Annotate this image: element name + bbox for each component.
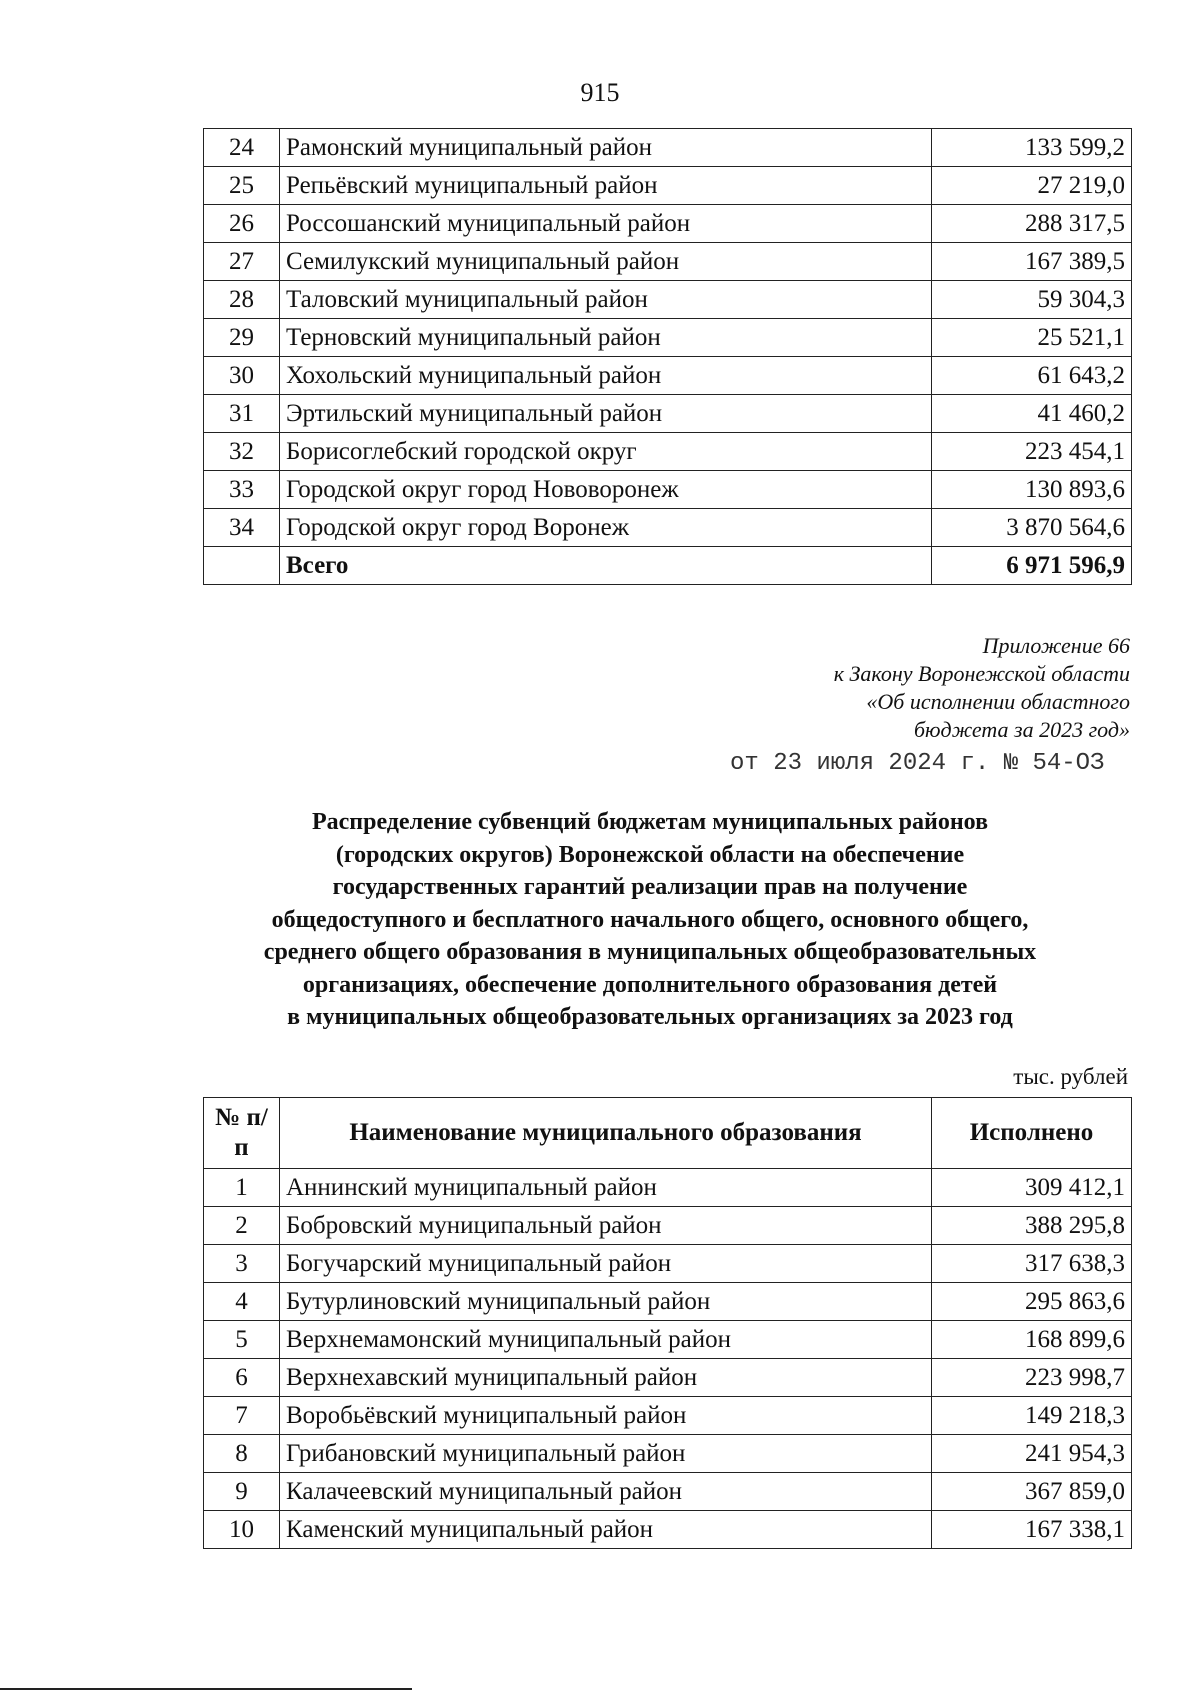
municipality-name: Калачеевский муниципальный район xyxy=(280,1473,932,1511)
municipality-name: Верхнемамонский муниципальный район xyxy=(280,1321,932,1359)
municipality-name: Семилукский муниципальный район xyxy=(280,243,932,281)
total-number-cell xyxy=(204,547,280,585)
total-label: Всего xyxy=(280,547,932,585)
row-number: 1 xyxy=(204,1169,280,1207)
municipality-name: Городской округ город Нововоронеж xyxy=(280,471,932,509)
amount-value: 27 219,0 xyxy=(932,167,1132,205)
total-row xyxy=(204,547,1132,585)
row-number: 9 xyxy=(204,1473,280,1511)
row-number: 34 xyxy=(204,509,280,547)
title-line: (городских округов) Воронежской области на обеспечение xyxy=(335,841,965,868)
municipality-name: Рамонский муниципальный район xyxy=(280,129,932,167)
appendix-reference xyxy=(834,632,1130,744)
row-number: 26 xyxy=(204,205,280,243)
amount-value: 168 899,6 xyxy=(932,1321,1132,1359)
row-number: 30 xyxy=(204,357,280,395)
municipality-name: Каменский муниципальный район xyxy=(280,1511,932,1549)
row-number: 10 xyxy=(204,1511,280,1549)
row-number: 25 xyxy=(204,167,280,205)
row-number: 2 xyxy=(204,1207,280,1245)
title-line: государственных гарантий реализации прав на получение xyxy=(332,874,968,900)
municipality-name: Борисоглебский городской округ xyxy=(280,433,932,471)
table-row xyxy=(204,205,1132,243)
title-line: в муниципальных общеобразовательных организациях за 2023 год xyxy=(287,1004,1013,1030)
municipality-name: Богучарский муниципальный район xyxy=(280,1245,932,1283)
table-row xyxy=(204,1169,1132,1207)
law-date-stamp: от 23 июля 2024 г. № 54-ОЗ xyxy=(730,750,1105,777)
amount-value: 25 521,1 xyxy=(932,319,1132,357)
amount-value: 241 954,3 xyxy=(932,1435,1132,1473)
title-line: Распределение субвенций бюджетам муниципальных районов xyxy=(311,809,989,835)
amount-value: 133 599,2 xyxy=(932,129,1132,167)
appendix-line: «Об исполнении областного xyxy=(866,689,1130,714)
municipality-name: Эртильский муниципальный район xyxy=(280,395,932,433)
amount-value: 130 893,6 xyxy=(932,471,1132,509)
amount-value: 288 317,5 xyxy=(932,205,1132,243)
page-number: 915 xyxy=(580,78,620,107)
municipality-name: Воробьёвский муниципальный район xyxy=(280,1397,932,1435)
title-line: организациях, обеспечение дополнительного образования детей xyxy=(302,971,998,998)
amount-value: 41 460,2 xyxy=(932,395,1132,433)
row-number: 7 xyxy=(204,1397,280,1435)
row-number: 33 xyxy=(204,471,280,509)
table-row xyxy=(204,1473,1132,1511)
table-row xyxy=(204,395,1132,433)
row-number: 27 xyxy=(204,243,280,281)
row-number: 8 xyxy=(204,1435,280,1473)
municipality-name: Хохольский муниципальный район xyxy=(280,357,932,395)
municipality-name: Аннинский муниципальный район xyxy=(280,1169,932,1207)
municipality-name: Репьёвский муниципальный район xyxy=(280,167,932,205)
municipality-name: Россошанский муниципальный район xyxy=(280,205,932,243)
amount-value: 167 389,5 xyxy=(932,243,1132,281)
row-number: 32 xyxy=(204,433,280,471)
table-row xyxy=(204,471,1132,509)
municipality-name: Верхнехавский муниципальный район xyxy=(280,1359,932,1397)
appendix-line: Приложение 66 xyxy=(982,633,1130,658)
row-number: 6 xyxy=(204,1359,280,1397)
table-row xyxy=(204,1359,1132,1397)
row-number: 5 xyxy=(204,1321,280,1359)
table-row xyxy=(204,1245,1132,1283)
title-line: общедоступного и бесплатного начального общего, основного общего, xyxy=(271,906,1029,933)
table-header-row xyxy=(204,1098,1132,1169)
row-number: 31 xyxy=(204,395,280,433)
header-number: № п/п xyxy=(204,1098,280,1169)
appendix-line: к Закону Воронежской области xyxy=(833,661,1130,686)
footnote-divider xyxy=(0,1688,412,1690)
amount-value: 3 870 564,6 xyxy=(932,509,1132,547)
amount-value: 61 643,2 xyxy=(932,357,1132,395)
total-value: 6 971 596,9 xyxy=(932,547,1132,585)
municipality-name: Городской округ город Воронеж xyxy=(280,509,932,547)
row-number: 24 xyxy=(204,129,280,167)
row-number: 3 xyxy=(204,1245,280,1283)
amount-value: 149 218,3 xyxy=(932,1397,1132,1435)
amount-value: 59 304,3 xyxy=(932,281,1132,319)
amount-value: 388 295,8 xyxy=(932,1207,1132,1245)
table-row xyxy=(204,129,1132,167)
municipality-name: Бутурлиновский муниципальный район xyxy=(280,1283,932,1321)
appendix-line: бюджета за 2023 год» xyxy=(913,717,1130,742)
table-row xyxy=(204,1435,1132,1473)
document-title xyxy=(150,806,1150,1034)
header-name: Наименование муниципального образования xyxy=(280,1098,932,1169)
municipality-name: Бобровский муниципальный район xyxy=(280,1207,932,1245)
municipality-name: Терновский муниципальный район xyxy=(280,319,932,357)
municipality-name: Таловский муниципальный район xyxy=(280,281,932,319)
amount-value: 317 638,3 xyxy=(932,1245,1132,1283)
header-value: Исполнено xyxy=(932,1098,1132,1169)
row-number: 29 xyxy=(204,319,280,357)
table-row xyxy=(204,167,1132,205)
allocation-table xyxy=(203,1097,1132,1549)
amount-value: 167 338,1 xyxy=(932,1511,1132,1549)
amount-value: 223 998,7 xyxy=(932,1359,1132,1397)
table-row xyxy=(204,1321,1132,1359)
table-row xyxy=(204,1283,1132,1321)
units-label: тыс. рублей xyxy=(1013,1064,1128,1089)
amount-value: 295 863,6 xyxy=(932,1283,1132,1321)
table-row xyxy=(204,1397,1132,1435)
amount-value: 367 859,0 xyxy=(932,1473,1132,1511)
title-line: среднего общего образования в муниципальных общеобразовательных xyxy=(263,939,1037,965)
table-row xyxy=(204,1207,1132,1245)
table-row xyxy=(204,509,1132,547)
table-row xyxy=(204,243,1132,281)
table-row xyxy=(204,319,1132,357)
table-row xyxy=(204,357,1132,395)
row-number: 4 xyxy=(204,1283,280,1321)
amount-value: 309 412,1 xyxy=(932,1169,1132,1207)
table-row xyxy=(204,1511,1132,1549)
amount-value: 223 454,1 xyxy=(932,433,1132,471)
table-row xyxy=(204,433,1132,471)
municipality-name: Грибановский муниципальный район xyxy=(280,1435,932,1473)
allocation-table-continued xyxy=(203,128,1132,585)
table-row xyxy=(204,281,1132,319)
row-number: 28 xyxy=(204,281,280,319)
